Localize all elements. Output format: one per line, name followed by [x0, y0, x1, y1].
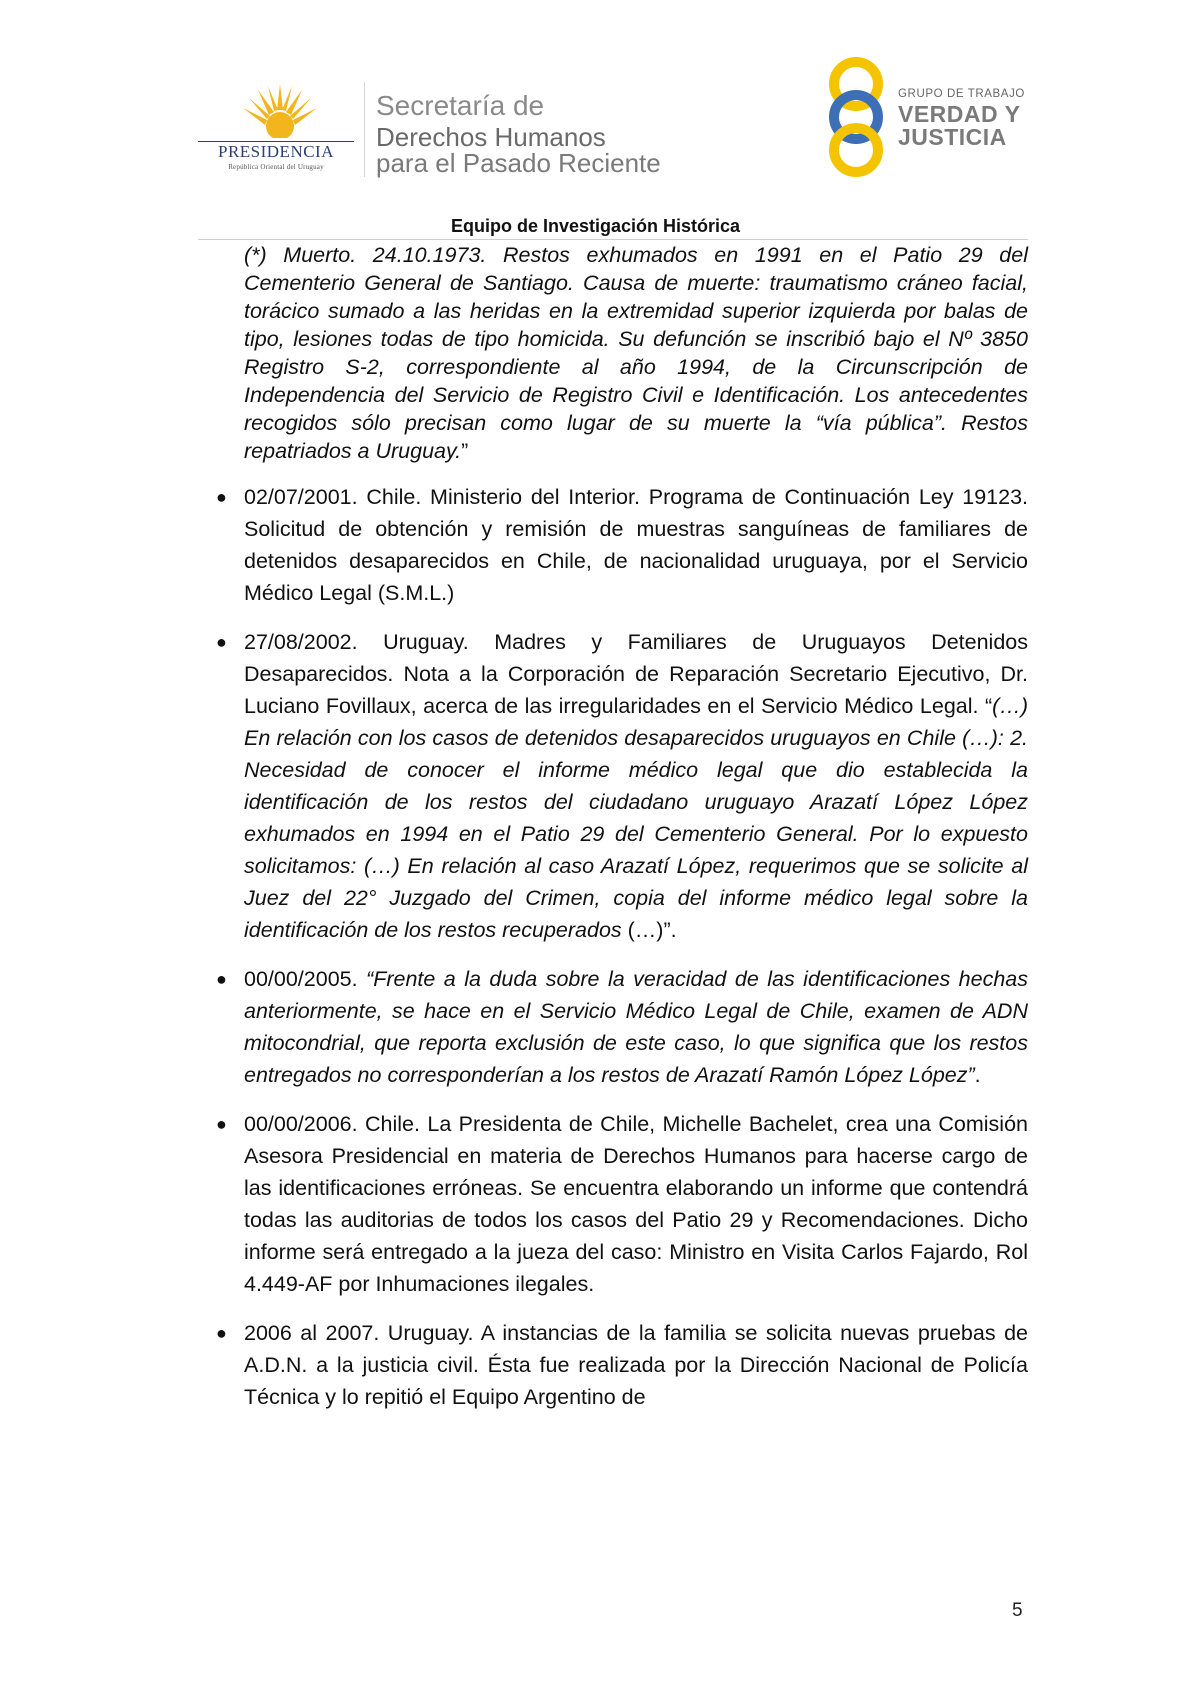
secretaria-line-2: Derechos Humanos	[376, 122, 606, 152]
entry-quote: “Frente a la duda sobre la veracidad de las identificaciones hechas anteriormente, se hace en el Servicio Médico Legal de Chile, examen de ADN mitocondrial, que reporta exclusión de este caso, lo que significa que los restos entregados no corresponderían a los restos de Arazatí Ramón López López”	[244, 967, 1028, 1087]
grupo-line-2: VERDAD Y	[898, 101, 1021, 127]
list-item	[216, 1317, 1028, 1413]
secretaria-line-1: Secretaría de	[376, 90, 545, 121]
page-header	[0, 0, 1191, 215]
list-item	[216, 963, 1028, 1091]
bullet-icon: ●	[216, 969, 227, 989]
entry-quote: (…) En relación con los casos de detenidos desaparecidos uruguayos en Chile (…): 2. Necesidad de conocer el informe médico legal que dio establecida la identificación de los restos del ciudadano uruguayo Arazatí López López exhumados en 1994 en el Patio 29 del Cementerio General. Por lo expuesto solicitamos: (…) En relación al caso Arazatí López, requerimos que se solicite al Juez del 22° Juzgado del Crimen, copia del informe médico legal sobre la identificación de los restos recuperados	[244, 694, 1028, 942]
intro-italic-text: (*) Muerto. 24.10.1973. Restos exhumados en 1991 en el Patio 29 del Cementerio General de Santiago. Causa de muerte: traumatismo cráneo facial, torácico sumado a las heridas en la extremidad superior izquierda por balas de tipo, lesiones todas de tipo homicida. Su defunción se inscribió bajo el Nº 3850 Registro S-2, correspondiente al año 1994, de la Circunscripción de Independencia del Servicio de Registro Civil e Identificación. Los antecedentes recogidos sólo precisan como lugar de su muerte la “vía pública”. Restos repatriados a Uruguay.	[244, 243, 1028, 463]
page-number: 5	[1012, 1600, 1023, 1621]
entry-tail: (…)”.	[621, 918, 677, 942]
intro-closing-quote: ”	[461, 439, 469, 463]
entry-tail: .	[974, 1063, 981, 1087]
document-body	[216, 241, 1028, 1430]
entry-text: 27/08/2002. Uruguay. Madres y Familiares de Uruguayos Detenidos Desaparecidos. Nota a la Corporación de Reparación Secretario Ejecutivo, Dr. Luciano Fovillaux, acerca de las irregularidades en el Servicio Médico Legal. “	[244, 630, 1028, 718]
verdad-justicia-rings-logo	[818, 56, 894, 178]
list-item	[216, 626, 1028, 946]
bullet-icon: ●	[216, 1323, 227, 1343]
header-rule	[198, 239, 1028, 240]
grupo-line-1: GRUPO DE TRABAJO	[898, 88, 1025, 100]
team-title: Equipo de Investigación Histórica	[450, 216, 741, 236]
bullet-icon: ●	[216, 487, 227, 507]
entry-text: 02/07/2001. Chile. Ministerio del Interior. Programa de Continuación Ley 19123. Solicitud de obtención y remisión de muestras sanguíneas de familiares de detenidos desaparecidos en Chile, de nacionalidad uruguaya, por el Servicio Médico Legal (S.M.L.)	[244, 485, 1028, 605]
list-item	[216, 1108, 1028, 1300]
entry-text: 00/00/2005.	[244, 967, 367, 991]
grupo-line-3: JUSTICIA	[898, 124, 1007, 150]
list-item	[216, 481, 1028, 609]
presidencia-subtitle: República Oriental del Uruguay	[228, 163, 324, 171]
presidencia-text: PRESIDENCIA	[217, 142, 334, 161]
presidencia-sun-logo	[240, 82, 320, 144]
intro-paragraph	[244, 241, 1028, 465]
entry-text: 2006 al 2007. Uruguay. A instancias de la familia se solicita nuevas pruebas de A.D.N. a la justicia civil. Ésta fue realizada por la Dirección Nacional de Policía Técnica y lo repitió el Equipo Argentino de	[244, 1321, 1028, 1409]
bullet-icon: ●	[216, 1114, 227, 1134]
secretaria-line-3: para el Pasado Reciente	[376, 148, 661, 178]
entry-text: 00/00/2006. Chile. La Presidenta de Chile, Michelle Bachelet, crea una Comisión Asesora Presidencial en materia de Derechos Humanos para hacerse cargo de las identificaciones erróneas. Se encuentra elaborando un informe que contendrá todas las auditorias de todos los casos del Patio 29 y Recomendaciones. Dicho informe será entregado a la jueza del caso: Ministro en Visita Carlos Fajardo, Rol 4.449-AF por Inhumaciones ilegales.	[244, 1112, 1028, 1296]
logo-divider	[364, 82, 365, 177]
bullet-icon: ●	[216, 632, 227, 652]
